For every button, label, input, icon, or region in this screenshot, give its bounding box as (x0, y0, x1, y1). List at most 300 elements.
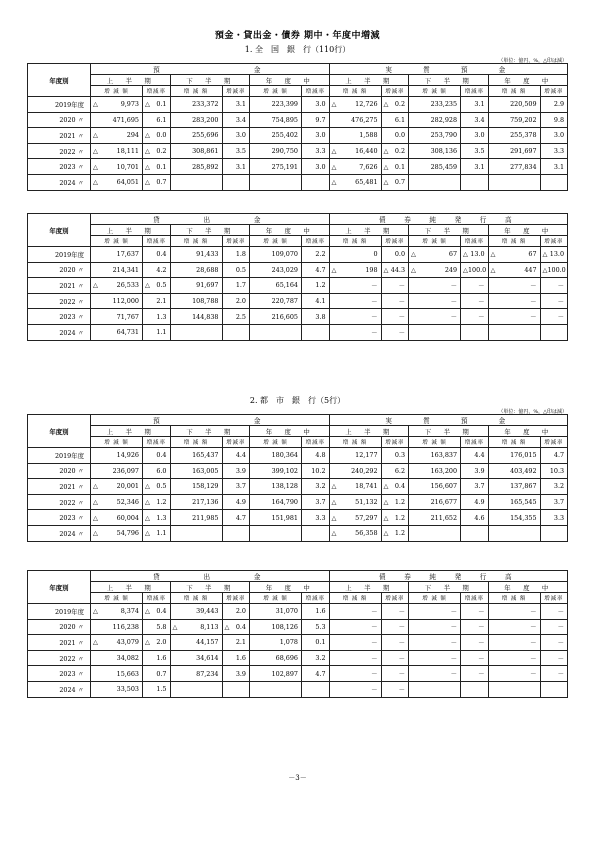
cell-value: 216,605 (271, 312, 298, 321)
amount-cell (329, 159, 381, 175)
table-row (28, 97, 568, 113)
cell-value: 3.2 (315, 482, 326, 491)
cell-value: 163,005 (192, 466, 219, 475)
cell-value: 4.4 (235, 451, 246, 460)
cell-value: 216,677 (430, 498, 458, 507)
cell-value: 112,000 (112, 297, 139, 306)
decrease-mark: △ (145, 281, 150, 290)
cell-value: 0.5 (156, 281, 167, 290)
rate-cell (461, 309, 489, 325)
cell-value: － (450, 623, 458, 632)
cell-value: 282,928 (430, 115, 458, 124)
cell-value: 64,051 (116, 178, 139, 187)
rate-cell (461, 479, 489, 495)
rate-cell (381, 604, 409, 620)
decrease-mark: △ (145, 482, 150, 491)
rate-cell (461, 525, 489, 541)
amount-cell (91, 666, 143, 682)
rate-cell (540, 324, 568, 340)
cell-value: 0.4 (235, 622, 246, 631)
cell-value: 116,238 (112, 622, 139, 631)
year-cell: 2024 〃 (28, 324, 91, 340)
rate-cell (143, 525, 171, 541)
cell-value: 180,364 (271, 451, 298, 460)
decrease-mark: △ (93, 131, 98, 140)
rate-header: 増減率 (222, 236, 250, 247)
amount-cell (329, 278, 381, 294)
period-header: 下 半 期 (409, 75, 489, 86)
rate-header: 増減率 (381, 86, 409, 97)
year-column-header: 年度別 (28, 415, 91, 448)
rate-cell (540, 604, 568, 620)
year-cell: 2023 〃 (28, 666, 91, 682)
amount-header: 増 減 額 (250, 593, 302, 604)
rate-cell (143, 309, 171, 325)
rate-cell (540, 128, 568, 144)
cell-value: 67 (528, 250, 537, 259)
decrease-mark: △ (463, 250, 468, 259)
cell-value: － (557, 654, 565, 663)
cell-value: 3.9 (474, 466, 485, 475)
amount-cell (329, 324, 381, 340)
cell-value: 759,202 (510, 115, 537, 124)
cell-value: 176,015 (510, 451, 537, 460)
section-heading-2: 2. 都 市 銀 行（5行） (249, 396, 346, 405)
rate-cell (381, 525, 409, 541)
cell-value: 0.5 (235, 265, 246, 274)
cell-value: － (478, 281, 485, 290)
amount-cell (488, 681, 540, 697)
rate-cell (143, 604, 171, 620)
cell-value: － (530, 670, 537, 679)
amount-header: 増 減 額 (170, 437, 222, 448)
rate-cell (143, 494, 171, 510)
cell-value: 1,078 (279, 638, 298, 647)
cell-value: 240,292 (351, 466, 378, 475)
rate-cell (143, 635, 171, 651)
amount-header: 増 減 額 (329, 236, 381, 247)
amount-cell (409, 128, 461, 144)
cell-value: 1.8 (235, 250, 246, 259)
cell-value: 283,200 (192, 115, 219, 124)
amount-cell (250, 494, 302, 510)
rate-cell (381, 619, 409, 635)
amount-cell (170, 97, 222, 113)
rate-cell (222, 448, 250, 464)
cell-value: 1,588 (359, 131, 378, 140)
amount-header: 増 減 額 (488, 86, 540, 97)
cell-value: 2.9 (553, 100, 565, 109)
rate-cell (222, 463, 250, 479)
amount-cell (91, 619, 143, 635)
rate-cell (540, 174, 568, 190)
amount-cell (488, 463, 540, 479)
cell-value: 1.6 (315, 607, 326, 616)
cell-value: 65,481 (355, 178, 378, 187)
amount-cell (250, 262, 302, 278)
cell-value: － (398, 607, 406, 616)
year-cell: 2021 〃 (28, 479, 91, 495)
amount-cell (409, 494, 461, 510)
group-header: 実 質 預 金 (329, 415, 568, 426)
rate-cell (222, 309, 250, 325)
rate-cell (143, 681, 171, 697)
year-cell: 2024 〃 (28, 525, 91, 541)
cell-value: 4.9 (235, 498, 246, 507)
cell-value: － (530, 281, 537, 290)
cell-value: 249 (444, 265, 458, 274)
rate-cell (302, 604, 330, 620)
decrease-mark: △ (383, 178, 389, 187)
cell-value: 277,834 (510, 162, 537, 171)
rate-cell (222, 650, 250, 666)
rate-header: 増減率 (540, 236, 568, 247)
amount-cell (488, 128, 540, 144)
decrease-mark: △ (145, 162, 150, 171)
rate-cell (461, 494, 489, 510)
rate-header: 増減率 (143, 86, 171, 97)
cell-value: 3.1 (235, 100, 246, 109)
header-row (28, 426, 568, 437)
rate-cell (461, 635, 489, 651)
rate-cell (540, 309, 568, 325)
cell-value: 39,443 (196, 607, 219, 616)
rate-cell (540, 159, 568, 175)
cell-value: － (557, 607, 565, 616)
decrease-mark: △ (383, 482, 389, 491)
decrease-mark: △ (411, 265, 416, 274)
amount-cell (170, 525, 222, 541)
year-cell: 2023 〃 (28, 309, 91, 325)
cell-value: 308,136 (430, 147, 458, 156)
cell-value: 31,070 (275, 607, 298, 616)
cell-value: 290,750 (271, 147, 298, 156)
cell-value: 1.2 (394, 513, 406, 522)
rate-header: 増減率 (302, 236, 330, 247)
amount-cell (91, 143, 143, 159)
table-row (28, 463, 568, 479)
cell-value: 308,861 (192, 147, 219, 156)
rate-cell (381, 463, 409, 479)
cell-value: 71,767 (116, 312, 139, 321)
rate-header: 増減率 (302, 437, 330, 448)
cell-value: 52,346 (116, 498, 139, 507)
cell-value: － (450, 654, 458, 663)
cell-value: 3.0 (315, 131, 326, 140)
header-row (28, 582, 568, 593)
cell-value: － (450, 281, 458, 290)
rate-cell (222, 479, 250, 495)
table-row (28, 666, 568, 682)
amount-cell (409, 293, 461, 309)
year-cell: 2019年度 (28, 247, 91, 263)
deposits-table-all-banks (27, 63, 568, 191)
cell-value: 291,697 (510, 147, 537, 156)
cell-value: 9.7 (315, 115, 326, 124)
rate-cell (461, 604, 489, 620)
cell-value: 16,440 (355, 147, 378, 156)
cell-value: 1.7 (235, 281, 246, 290)
loans-table-all-banks (27, 213, 568, 341)
cell-value: 4.7 (235, 513, 246, 522)
period-header: 年 度 中 (488, 426, 568, 437)
rate-cell (461, 278, 489, 294)
amount-cell (488, 666, 540, 682)
amount-cell (170, 666, 222, 682)
cell-value: 1.6 (156, 654, 167, 663)
amount-cell (250, 650, 302, 666)
period-header: 上 半 期 (329, 582, 409, 593)
cell-value: 2.5 (235, 312, 246, 321)
cell-value: － (478, 623, 485, 632)
cell-value: 3.5 (474, 147, 485, 156)
amount-cell (488, 324, 540, 340)
cell-value: 0.2 (156, 147, 167, 156)
year-cell: 2024 〃 (28, 174, 91, 190)
rate-cell (302, 463, 330, 479)
cell-value: 0.7 (156, 669, 167, 678)
amount-cell (488, 525, 540, 541)
amount-cell (329, 666, 381, 682)
year-cell: 2022 〃 (28, 650, 91, 666)
cell-value: 1.2 (394, 529, 406, 538)
amount-cell (91, 293, 143, 309)
amount-cell (488, 510, 540, 526)
header-row (28, 415, 568, 426)
cell-value: － (530, 654, 537, 663)
cell-value: 3.8 (315, 312, 326, 321)
cell-value: － (371, 313, 378, 322)
group-header: 貸 出 金 (91, 571, 330, 582)
rate-cell (222, 494, 250, 510)
rate-cell (222, 143, 250, 159)
cell-value: 0.1 (156, 162, 167, 171)
amount-cell (91, 97, 143, 113)
cell-value: 56,358 (355, 529, 378, 538)
amount-cell (329, 112, 381, 128)
cell-value: 8,374 (120, 607, 139, 616)
period-header: 下 半 期 (409, 225, 489, 236)
amount-header: 増 減 額 (91, 593, 143, 604)
amount-cell (488, 650, 540, 666)
amount-header: 増 減 額 (488, 437, 540, 448)
amount-cell (250, 635, 302, 651)
cell-value: 4.7 (553, 451, 565, 460)
period-header: 年 度 中 (250, 582, 330, 593)
amount-cell (250, 97, 302, 113)
header-row (28, 225, 568, 236)
rate-header: 増減率 (143, 593, 171, 604)
amount-header: 増 減 額 (250, 236, 302, 247)
cell-value: 3.7 (315, 498, 326, 507)
cell-value: 3.3 (315, 513, 326, 522)
cell-value: 0.0 (156, 131, 167, 140)
rate-cell (461, 463, 489, 479)
cell-value: 20,001 (116, 482, 139, 491)
unit-note-1: （単位：億円，%，△印は減） (498, 58, 567, 64)
amount-header: 増 減 額 (409, 86, 461, 97)
amount-cell (91, 463, 143, 479)
amount-header: 増 減 額 (488, 593, 540, 604)
decrease-mark: △ (93, 638, 98, 647)
cell-value: 9,973 (120, 100, 139, 109)
decrease-mark: △ (145, 529, 150, 538)
cell-value: 68,696 (275, 654, 298, 663)
amount-cell (488, 97, 540, 113)
cell-value: 65,164 (275, 281, 298, 290)
cell-value: 3.2 (553, 482, 565, 491)
cell-value: － (530, 623, 537, 632)
header-row (28, 437, 568, 448)
decrease-mark: △ (331, 178, 337, 187)
rate-cell (540, 635, 568, 651)
rate-header: 増減率 (461, 236, 489, 247)
cell-value: 33,503 (116, 685, 139, 694)
rate-cell (381, 681, 409, 697)
year-column-header: 年度別 (28, 214, 91, 247)
decrease-mark: △ (331, 147, 337, 156)
cell-value: 0.4 (156, 250, 167, 259)
cell-value: － (398, 313, 406, 322)
amount-header: 増 減 額 (409, 593, 461, 604)
period-header: 下 半 期 (170, 582, 250, 593)
cell-value: 3.0 (474, 131, 485, 140)
year-cell: 2020 〃 (28, 463, 91, 479)
cell-value: 1.1 (156, 529, 167, 538)
cell-value: 137,867 (510, 482, 537, 491)
amount-cell (488, 635, 540, 651)
rate-cell (302, 309, 330, 325)
rate-cell (302, 494, 330, 510)
cell-value: 211,652 (430, 513, 458, 522)
decrease-mark: △ (383, 100, 389, 109)
cell-value: 144,838 (192, 312, 219, 321)
cell-value: － (557, 623, 565, 632)
table-row (28, 681, 568, 697)
decrease-mark: △ (145, 147, 150, 156)
rate-cell (461, 159, 489, 175)
rate-cell (143, 479, 171, 495)
cell-value: 51,132 (355, 498, 378, 507)
amount-cell (488, 143, 540, 159)
amount-header: 増 減 額 (329, 437, 381, 448)
rate-header: 増減率 (540, 593, 568, 604)
amount-cell (91, 112, 143, 128)
rate-cell (540, 293, 568, 309)
rate-cell (540, 143, 568, 159)
decrease-mark: △ (145, 100, 150, 109)
unit-note-2: （単位：億円，%，△印は減） (498, 409, 567, 415)
cell-value: 0.1 (394, 162, 406, 171)
cell-value: － (398, 623, 406, 632)
cell-value: 6.0 (156, 466, 167, 475)
decrease-mark: △ (383, 265, 389, 274)
cell-value: 44,157 (196, 638, 219, 647)
cell-value: 165,545 (510, 498, 537, 507)
cell-value: 211,985 (192, 513, 219, 522)
rate-cell (381, 174, 409, 190)
amount-cell (170, 293, 222, 309)
amount-cell (329, 494, 381, 510)
amount-header: 増 減 額 (409, 236, 461, 247)
decrease-mark: △ (383, 147, 389, 156)
cell-value: 163,837 (430, 451, 458, 460)
cell-value: 4.7 (315, 265, 326, 274)
cell-value: 13.0 (470, 250, 485, 259)
rate-cell (540, 247, 568, 263)
amount-cell (488, 479, 540, 495)
cell-value: 67 (448, 250, 458, 259)
cell-value: 4.9 (474, 498, 485, 507)
rate-cell (381, 143, 409, 159)
cell-value: 3.3 (553, 513, 565, 522)
cell-value: － (371, 654, 378, 663)
rate-cell (381, 494, 409, 510)
amount-cell (409, 525, 461, 541)
rate-cell (222, 293, 250, 309)
cell-value: － (371, 685, 378, 694)
cell-value: － (398, 328, 406, 337)
cell-value: 0.4 (394, 482, 406, 491)
amount-cell (91, 128, 143, 144)
period-header: 下 半 期 (409, 582, 489, 593)
table-row (28, 635, 568, 651)
rate-header: 増減率 (540, 437, 568, 448)
period-header: 年 度 中 (488, 75, 568, 86)
amount-cell (329, 510, 381, 526)
amount-cell (170, 309, 222, 325)
amount-cell (91, 324, 143, 340)
year-cell: 2022 〃 (28, 494, 91, 510)
cell-value: 64,731 (116, 328, 139, 337)
amount-header: 増 減 額 (170, 86, 222, 97)
rate-cell (381, 293, 409, 309)
header-row (28, 214, 568, 225)
year-cell: 2020 〃 (28, 619, 91, 635)
table-row (28, 143, 568, 159)
rate-cell (461, 174, 489, 190)
cell-value: 476,275 (351, 115, 378, 124)
page-number: －3－ (288, 774, 307, 782)
cell-value: 220,787 (271, 297, 298, 306)
amount-cell (329, 525, 381, 541)
amount-cell (250, 324, 302, 340)
cell-value: 3.1 (235, 162, 246, 171)
rate-header: 増減率 (222, 437, 250, 448)
rate-cell (540, 666, 568, 682)
cell-value: 2.2 (315, 250, 326, 259)
cell-value: 3.9 (235, 466, 246, 475)
cell-value: 165,437 (192, 451, 219, 460)
table-row (28, 324, 568, 340)
cell-value: 102,897 (271, 669, 298, 678)
amount-cell (409, 112, 461, 128)
amount-cell (250, 247, 302, 263)
rate-cell (461, 247, 489, 263)
amount-cell (409, 278, 461, 294)
cell-value: 198 (365, 265, 378, 274)
amount-cell (409, 479, 461, 495)
cell-value: － (371, 670, 378, 679)
amount-cell (170, 479, 222, 495)
cell-value: 253,790 (430, 131, 458, 140)
rate-cell (381, 262, 409, 278)
cell-value: 275,191 (271, 162, 298, 171)
year-column-header: 年度別 (28, 571, 91, 604)
rate-cell (222, 112, 250, 128)
period-header: 下 半 期 (170, 426, 250, 437)
rate-cell (302, 112, 330, 128)
